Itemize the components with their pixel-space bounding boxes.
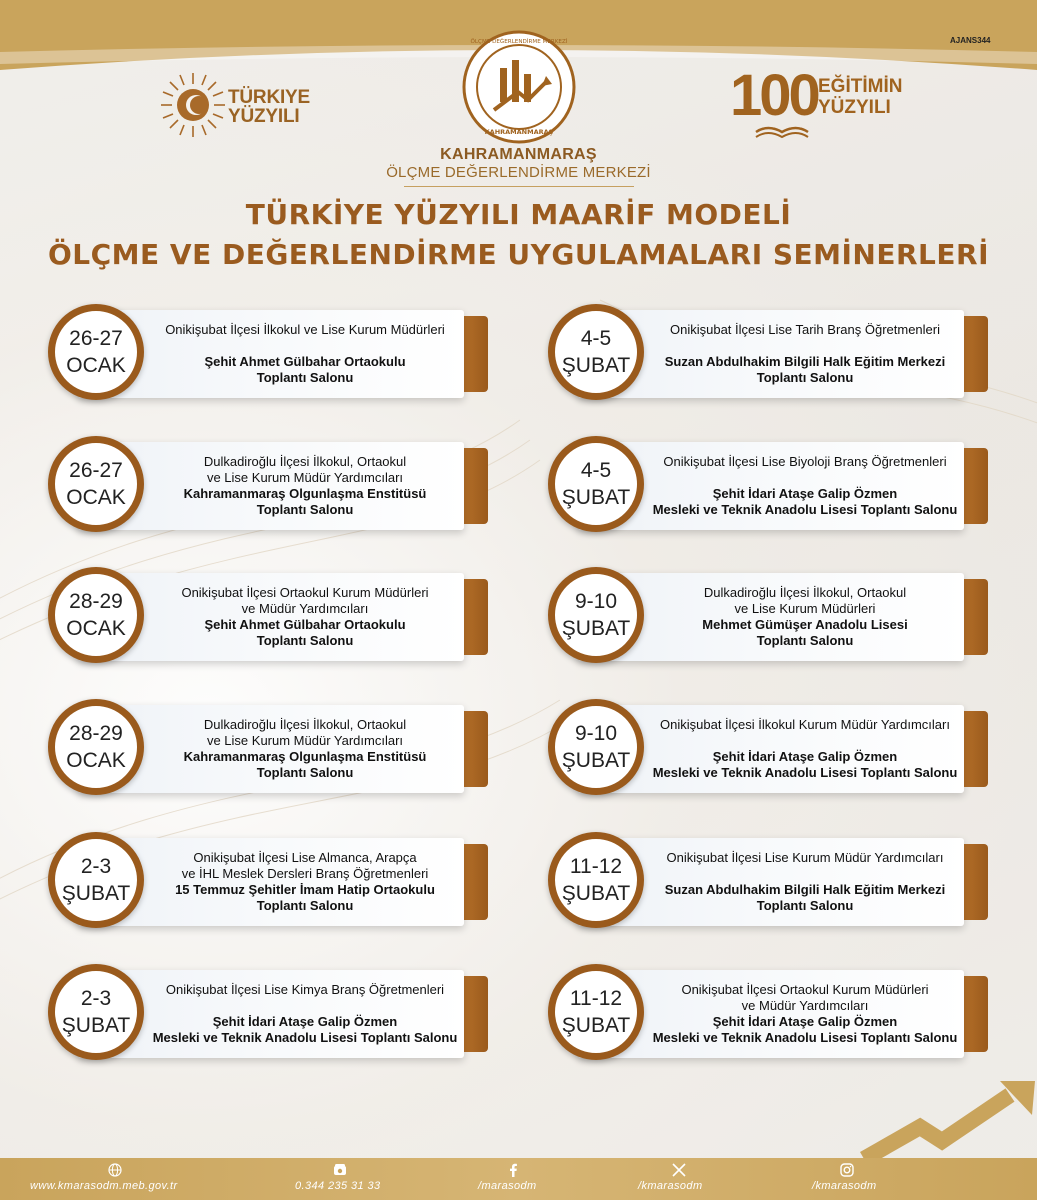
seminar-info: [142, 844, 468, 920]
ty-logo-line1: TÜRKIYE: [228, 87, 310, 108]
date-month: ŞUBAT: [561, 617, 631, 640]
seminar-card: [48, 832, 488, 928]
logo-100-number: 100: [730, 63, 818, 128]
date-badge: [48, 436, 144, 532]
book-icon: [752, 118, 812, 140]
date-month: ŞUBAT: [61, 882, 131, 905]
date-month: ŞUBAT: [561, 1014, 631, 1037]
seminar-venue: Toplantı Salonu: [256, 898, 354, 913]
sun-emblem-icon: [158, 70, 228, 140]
seminar-info: [642, 579, 968, 655]
seminar-audience: Onikişubat İlçesi Lise Kimya Branş Öğretmenleri: [165, 982, 445, 997]
footer-phone-text: 0.344 235 31 33: [295, 1180, 381, 1192]
seminar-audience: ve Lise Kurum Müdür Yardımcıları: [206, 733, 404, 748]
date-month: ŞUBAT: [561, 749, 631, 772]
seminar-venue: Mehmet Gümüşer Anadolu Lisesi: [702, 617, 908, 632]
date-badge: [48, 699, 144, 795]
seminar-audience: Onikişubat İlçesi İlkokul ve Lise Kurum Müdürleri: [165, 322, 445, 337]
seminar-venue: Suzan Abdulhakim Bilgili Halk Eğitim Merkezi: [664, 882, 946, 897]
date-days: 9-10: [574, 722, 618, 745]
date-badge: [548, 304, 644, 400]
seminar-card: [548, 832, 988, 928]
seminar-audience: Onikişubat İlçesi Lise Kurum Müdür Yardımcıları: [666, 850, 944, 865]
phone-icon: [333, 1163, 347, 1177]
seminar-audience: Onikişubat İlçesi Lise Almanca, Arapça: [193, 850, 417, 865]
footer-website-text: www.kmarasodm.meb.gov.tr: [30, 1180, 178, 1192]
seminar-card: [48, 964, 488, 1060]
date-days: 4-5: [580, 459, 612, 482]
date-badge: [548, 699, 644, 795]
seminar-venue: Mesleki ve Teknik Anadolu Lisesi Toplantı Salonu: [652, 502, 958, 517]
logo-100-line1: EĞİTİMİN: [818, 76, 903, 97]
seminar-venue: Toplantı Salonu: [256, 765, 354, 780]
footer-instagram[interactable]: [812, 1158, 902, 1200]
date-month: OCAK: [66, 486, 126, 509]
seminar-audience: Onikişubat İlçesi Lise Tarih Branş Öğretmenleri: [670, 322, 940, 337]
date-days: 2-3: [80, 987, 112, 1010]
seminar-venue: Suzan Abdulhakim Bilgili Halk Eğitim Merkezi: [664, 354, 946, 369]
seminar-audience: Onikişubat İlçesi Ortaokul Kurum Müdürleri: [181, 585, 429, 600]
growth-arrow-icon: [860, 1075, 1037, 1165]
seminar-venue: Şehit İdari Ataşe Galip Özmen: [712, 486, 898, 501]
seminar-venue: Kahramanmaraş Olgunlaşma Enstitüsü: [183, 486, 427, 501]
seminar-info: [642, 976, 968, 1052]
emblem-ring-top-text: ÖLÇME DEĞERLENDİRME MERKEZİ: [470, 39, 568, 45]
date-badge: [48, 964, 144, 1060]
seminar-card: [548, 304, 988, 400]
seminar-card: [48, 567, 488, 663]
date-badge: [548, 964, 644, 1060]
instagram-icon: [840, 1163, 854, 1177]
date-days: 26-27: [69, 327, 123, 350]
x-icon: [672, 1163, 686, 1177]
seminar-venue: Mesleki ve Teknik Anadolu Lisesi Toplantı Salonu: [152, 1030, 458, 1045]
seminar-venue: 15 Temmuz Şehitler İmam Hatip Ortaokulu: [175, 882, 435, 897]
egitimin-yuzyili-logo: [730, 63, 920, 146]
date-badge: [48, 304, 144, 400]
seminar-audience: Onikişubat İlçesi Ortaokul Kurum Müdürleri: [681, 982, 929, 997]
seminar-info: [142, 711, 468, 787]
seminar-card: [548, 436, 988, 532]
seminar-info: [142, 579, 468, 655]
seminar-info: [142, 976, 468, 1052]
date-days: 28-29: [69, 722, 123, 745]
seminar-card: [548, 567, 988, 663]
date-days: 26-27: [69, 459, 123, 482]
date-days: 11-12: [569, 987, 623, 1010]
seminar-card: [548, 964, 988, 1060]
date-month: OCAK: [66, 617, 126, 640]
date-badge: [548, 567, 644, 663]
seminar-venue: Kahramanmaraş Olgunlaşma Enstitüsü: [183, 749, 427, 764]
seminar-venue: Şehit Ahmet Gülbahar Ortaokulu: [204, 354, 406, 369]
date-days: 11-12: [569, 855, 623, 878]
seminar-audience: Onikişubat İlçesi Lise Biyoloji Branş Öğretmenleri: [663, 454, 947, 469]
seminar-venue: Toplantı Salonu: [756, 633, 854, 648]
seminar-audience: Dulkadiroğlu İlçesi İlkokul, Ortaokul: [203, 717, 407, 732]
seminar-venue: Toplantı Salonu: [256, 370, 354, 385]
facebook-icon: [506, 1163, 520, 1177]
seminar-info: [642, 844, 968, 920]
emblem-ring-bottom-text: KAHRAMANMARAŞ: [484, 128, 554, 136]
footer-bar: [0, 1158, 1037, 1200]
date-days: 2-3: [80, 855, 112, 878]
turkiye-yuzyili-logo: [158, 70, 318, 140]
seminar-audience: Onikişubat İlçesi İlkokul Kurum Müdür Yardımcıları: [660, 717, 950, 732]
date-badge: [48, 567, 144, 663]
org-name-line2: ÖLÇME DEĞERLENDİRME MERKEZİ: [386, 164, 651, 181]
logo-100-line2: YÜZYILI: [818, 97, 891, 118]
seminar-card: [48, 304, 488, 400]
seminar-card: [48, 699, 488, 795]
seminar-venue: Toplantı Salonu: [256, 633, 354, 648]
seminar-audience: ve Müdür Yardımcıları: [241, 601, 369, 616]
date-month: ŞUBAT: [61, 1014, 131, 1037]
seminar-info: [642, 448, 968, 524]
title-line2: ÖLÇME VE DEĞERLENDİRME UYGULAMALARI SEMİNERLERİ: [47, 238, 990, 271]
footer-facebook[interactable]: [478, 1158, 558, 1200]
title-line1: TÜRKİYE YÜZYILI MAARİF MODELİ: [245, 198, 792, 231]
seminar-venue: Toplantı Salonu: [756, 898, 854, 913]
seminar-venue: Şehit İdari Ataşe Galip Özmen: [712, 1014, 898, 1029]
date-days: 4-5: [580, 327, 612, 350]
date-month: ŞUBAT: [561, 882, 631, 905]
date-badge: [548, 832, 644, 928]
seminar-audience: Dulkadiroğlu İlçesi İlkokul, Ortaokul: [203, 454, 407, 469]
footer-website[interactable]: [30, 1158, 210, 1200]
org-underline: [404, 186, 634, 187]
seminar-venue: Mesleki ve Teknik Anadolu Lisesi Toplantı Salonu: [652, 1030, 958, 1045]
seminar-info: [142, 448, 468, 524]
footer-instagram-text: /kmarasodm: [812, 1180, 877, 1192]
ty-logo-text: [228, 88, 310, 126]
date-badge: [548, 436, 644, 532]
seminar-info: [642, 711, 968, 787]
seminar-audience: ve İHL Meslek Dersleri Branş Öğretmenleri: [181, 866, 429, 881]
logo-100-text: [818, 76, 902, 118]
org-name-line1: KAHRAMANMARAŞ: [440, 146, 597, 163]
seminar-venue: Şehit Ahmet Gülbahar Ortaokulu: [204, 617, 406, 632]
seminar-audience: ve Müdür Yardımcıları: [741, 998, 869, 1013]
date-month: ŞUBAT: [561, 486, 631, 509]
seminar-info: [142, 316, 468, 392]
date-badge: [48, 832, 144, 928]
footer-facebook-text: /marasodm: [478, 1180, 537, 1192]
footer-x[interactable]: [638, 1158, 728, 1200]
ty-logo-line2: YÜZYILI: [228, 106, 300, 127]
seminar-venue: Şehit İdari Ataşe Galip Özmen: [212, 1014, 398, 1029]
seminar-audience: ve Lise Kurum Müdür Yardımcıları: [206, 470, 404, 485]
seminar-card: [548, 699, 988, 795]
date-days: 28-29: [69, 590, 123, 613]
agency-watermark: AJANS344: [950, 36, 991, 45]
globe-icon: [108, 1163, 122, 1177]
seminar-audience: ve Lise Kurum Müdürleri: [734, 601, 876, 616]
seminar-info: [642, 316, 968, 392]
seminar-venue: Şehit İdari Ataşe Galip Özmen: [712, 749, 898, 764]
date-month: ŞUBAT: [561, 354, 631, 377]
seminar-venue: Mesleki ve Teknik Anadolu Lisesi Toplantı Salonu: [652, 765, 958, 780]
seminar-venue: Toplantı Salonu: [256, 502, 354, 517]
seminar-card: [48, 436, 488, 532]
seminar-audience: Dulkadiroğlu İlçesi İlkokul, Ortaokul: [703, 585, 907, 600]
footer-phone[interactable]: [295, 1158, 395, 1200]
date-month: OCAK: [66, 354, 126, 377]
date-month: OCAK: [66, 749, 126, 772]
footer-x-text: /kmarasodm: [638, 1180, 703, 1192]
seminar-venue: Toplantı Salonu: [756, 370, 854, 385]
odm-emblem-icon: [462, 30, 576, 144]
date-days: 9-10: [574, 590, 618, 613]
